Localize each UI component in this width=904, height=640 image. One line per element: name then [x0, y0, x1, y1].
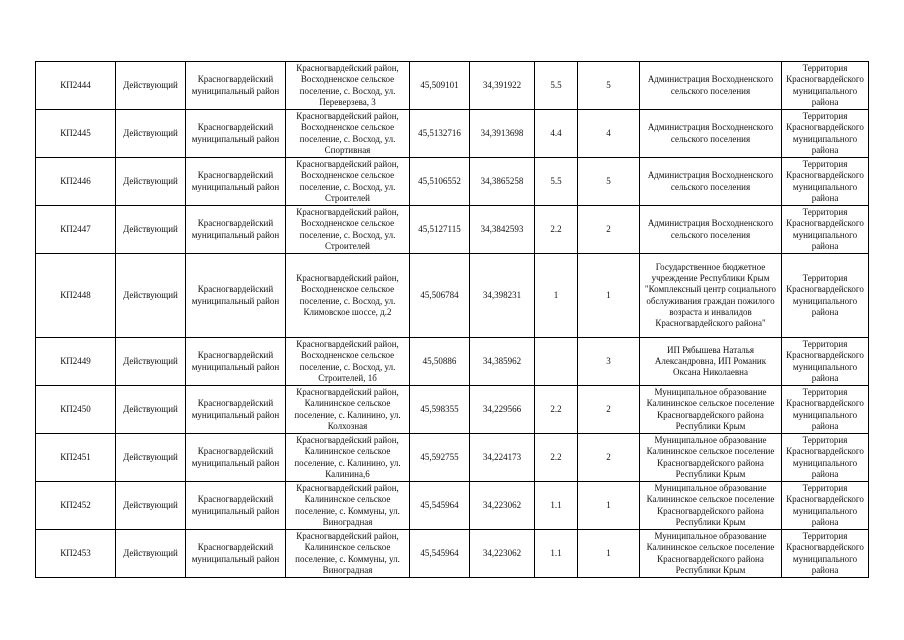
- site-code-cell: КП2447: [36, 206, 116, 254]
- table-row: [36, 254, 869, 338]
- owner-cell: Муниципальное образование Калининское сельское поселение Красногвардейского района Республики Крым: [640, 386, 782, 434]
- latitude-cell: 45,545964: [410, 530, 470, 578]
- site-code-cell: КП2450: [36, 386, 116, 434]
- area-cell: 1.1: [535, 530, 578, 578]
- latitude-cell: 45,5106552: [410, 158, 470, 206]
- container-count-cell: 1: [578, 482, 640, 530]
- container-count-cell: 2: [578, 434, 640, 482]
- district-cell: Красногвардейский муниципальный район: [186, 158, 286, 206]
- latitude-cell: 45,50886: [410, 338, 470, 386]
- longitude-cell: 34,3913698: [470, 110, 535, 158]
- address-cell: Красногвардейский район, Калининское сельское поселение, с. Калинино, ул. Колхозная: [286, 386, 410, 434]
- site-code-cell: КП2452: [36, 482, 116, 530]
- territory-cell: Территория Красногвардейского муниципального района: [782, 158, 869, 206]
- container-count-cell: 1: [578, 254, 640, 338]
- owner-cell: Администрация Восходненского сельского поселения: [640, 158, 782, 206]
- latitude-cell: 45,598355: [410, 386, 470, 434]
- district-cell: Красногвардейский муниципальный район: [186, 386, 286, 434]
- territory-cell: Территория Красногвардейского муниципального района: [782, 110, 869, 158]
- latitude-cell: 45,545964: [410, 482, 470, 530]
- area-cell: 1: [535, 254, 578, 338]
- table-body: [36, 62, 869, 578]
- site-code-cell: КП2448: [36, 254, 116, 338]
- container-count-cell: 5: [578, 158, 640, 206]
- status-cell: Действующий: [116, 482, 186, 530]
- territory-cell: Территория Красногвардейского муниципального района: [782, 206, 869, 254]
- territory-cell: Территория Красногвардейского муниципального района: [782, 530, 869, 578]
- site-code-cell: КП2446: [36, 158, 116, 206]
- owner-cell: Муниципальное образование Калининское сельское поселение Красногвардейского района Республики Крым: [640, 482, 782, 530]
- container-count-cell: 3: [578, 338, 640, 386]
- area-cell: [535, 338, 578, 386]
- longitude-cell: 34,3865258: [470, 158, 535, 206]
- district-cell: Красногвардейский муниципальный район: [186, 482, 286, 530]
- longitude-cell: 34,3842593: [470, 206, 535, 254]
- area-cell: 2.2: [535, 206, 578, 254]
- longitude-cell: 34,391922: [470, 62, 535, 110]
- address-cell: Красногвардейский район, Восходненское сельское поселение, с. Восход, ул. Строителей, 1б: [286, 338, 410, 386]
- owner-cell: ИП Рябышева Наталья Александровна, ИП Романик Оксана Николаевна: [640, 338, 782, 386]
- longitude-cell: 34,224173: [470, 434, 535, 482]
- owner-cell: Государственное бюджетное учреждение Республики Крым "Комплексный центр социального обслуживания граждан пожилого возраста и инвалидов Красногвардейского района": [640, 254, 782, 338]
- longitude-cell: 34,223062: [470, 482, 535, 530]
- site-code-cell: КП2444: [36, 62, 116, 110]
- address-cell: Красногвардейский район, Калининское сельское поселение, с. Калинино, ул. Калинина,6: [286, 434, 410, 482]
- status-cell: Действующий: [116, 434, 186, 482]
- district-cell: Красногвардейский муниципальный район: [186, 530, 286, 578]
- table-row: [36, 530, 869, 578]
- territory-cell: Территория Красногвардейского муниципального района: [782, 338, 869, 386]
- table-row: [36, 386, 869, 434]
- area-cell: 5.5: [535, 158, 578, 206]
- owner-cell: Администрация Восходненского сельского поселения: [640, 62, 782, 110]
- container-count-cell: 5: [578, 62, 640, 110]
- longitude-cell: 34,398231: [470, 254, 535, 338]
- address-cell: Красногвардейский район, Восходненское сельское поселение, с. Восход, ул. Переверзева, 3: [286, 62, 410, 110]
- territory-cell: Территория Красногвардейского муниципального района: [782, 482, 869, 530]
- site-code-cell: КП2453: [36, 530, 116, 578]
- table-row: [36, 434, 869, 482]
- owner-cell: Муниципальное образование Калининское сельское поселение Красногвардейского района Республики Крым: [640, 530, 782, 578]
- district-cell: Красногвардейский муниципальный район: [186, 338, 286, 386]
- latitude-cell: 45,506784: [410, 254, 470, 338]
- area-cell: 4.4: [535, 110, 578, 158]
- container-count-cell: 2: [578, 386, 640, 434]
- address-cell: Красногвардейский район, Восходненское сельское поселение, с. Восход, ул. Строителей: [286, 206, 410, 254]
- latitude-cell: 45,509101: [410, 62, 470, 110]
- address-cell: Красногвардейский район, Восходненское сельское поселение, с. Восход, ул. Климовское шоссе, д.2: [286, 254, 410, 338]
- district-cell: Красногвардейский муниципальный район: [186, 62, 286, 110]
- table-row: [36, 482, 869, 530]
- status-cell: Действующий: [116, 62, 186, 110]
- latitude-cell: 45,5132716: [410, 110, 470, 158]
- registry-table: [35, 61, 869, 578]
- address-cell: Красногвардейский район, Восходненское сельское поселение, с. Восход, ул. Спортивная: [286, 110, 410, 158]
- longitude-cell: 34,229566: [470, 386, 535, 434]
- longitude-cell: 34,385962: [470, 338, 535, 386]
- table-row: [36, 62, 869, 110]
- table-row: [36, 338, 869, 386]
- container-count-cell: 2: [578, 206, 640, 254]
- latitude-cell: 45,592755: [410, 434, 470, 482]
- area-cell: 2.2: [535, 386, 578, 434]
- area-cell: 5.5: [535, 62, 578, 110]
- status-cell: Действующий: [116, 254, 186, 338]
- territory-cell: Территория Красногвардейского муниципального района: [782, 434, 869, 482]
- table-row: [36, 158, 869, 206]
- district-cell: Красногвардейский муниципальный район: [186, 434, 286, 482]
- owner-cell: Администрация Восходненского сельского поселения: [640, 206, 782, 254]
- address-cell: Красногвардейский район, Калининское сельское поселение, с. Коммуны, ул. Виноградная: [286, 482, 410, 530]
- status-cell: Действующий: [116, 338, 186, 386]
- district-cell: Красногвардейский муниципальный район: [186, 206, 286, 254]
- owner-cell: Муниципальное образование Калининское сельское поселение Красногвардейского района Республики Крым: [640, 434, 782, 482]
- table-row: [36, 110, 869, 158]
- container-count-cell: 1: [578, 530, 640, 578]
- territory-cell: Территория Красногвардейского муниципального района: [782, 386, 869, 434]
- status-cell: Действующий: [116, 386, 186, 434]
- container-count-cell: 4: [578, 110, 640, 158]
- status-cell: Действующий: [116, 206, 186, 254]
- owner-cell: Администрация Восходненского сельского поселения: [640, 110, 782, 158]
- status-cell: Действующий: [116, 530, 186, 578]
- longitude-cell: 34,223062: [470, 530, 535, 578]
- area-cell: 2.2: [535, 434, 578, 482]
- status-cell: Действующий: [116, 158, 186, 206]
- status-cell: Действующий: [116, 110, 186, 158]
- site-code-cell: КП2451: [36, 434, 116, 482]
- territory-cell: Территория Красногвардейского муниципального района: [782, 254, 869, 338]
- district-cell: Красногвардейский муниципальный район: [186, 110, 286, 158]
- area-cell: 1.1: [535, 482, 578, 530]
- latitude-cell: 45,5127115: [410, 206, 470, 254]
- territory-cell: Территория Красногвардейского муниципального района: [782, 62, 869, 110]
- site-code-cell: КП2449: [36, 338, 116, 386]
- address-cell: Красногвардейский район, Восходненское сельское поселение, с. Восход, ул. Строителей: [286, 158, 410, 206]
- address-cell: Красногвардейский район, Калининское сельское поселение, с. Коммуны, ул. Виноградная: [286, 530, 410, 578]
- site-code-cell: КП2445: [36, 110, 116, 158]
- table-row: [36, 206, 869, 254]
- district-cell: Красногвардейский муниципальный район: [186, 254, 286, 338]
